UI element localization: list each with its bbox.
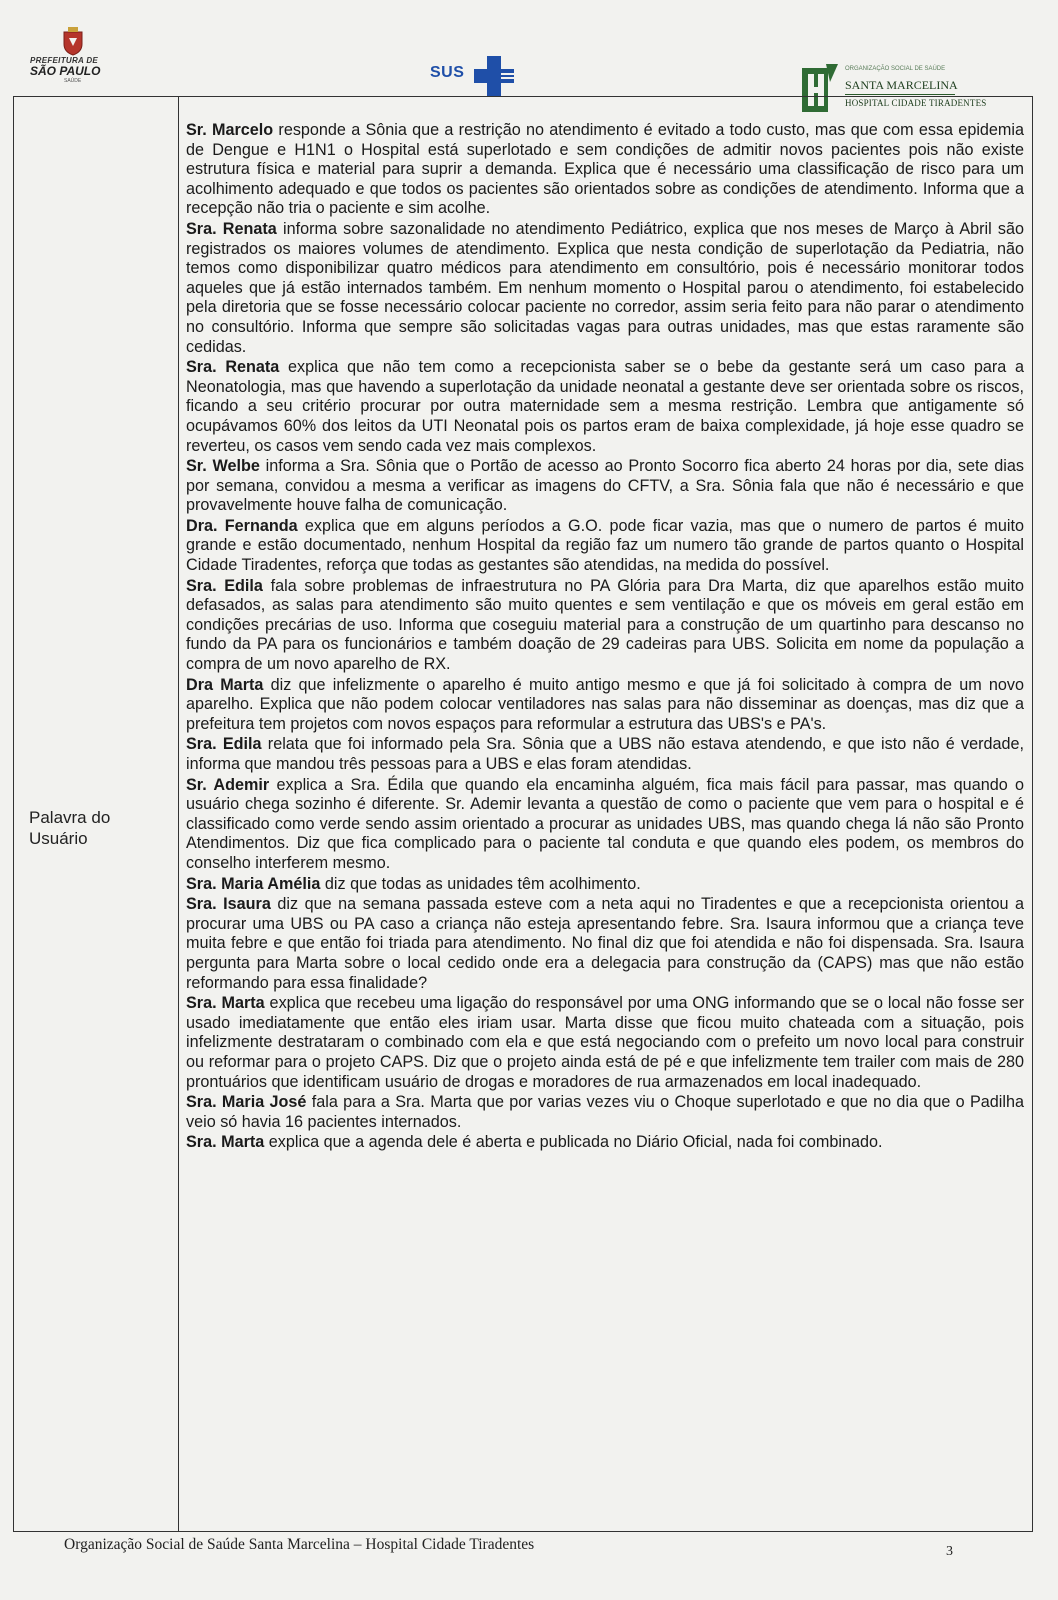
entry-text: diz que todas as unidades têm acolhimento. — [320, 874, 641, 893]
page-number: 3 — [946, 1544, 953, 1559]
logo-line-saude: SAÚDE — [64, 78, 82, 84]
minutes-entry — [186, 994, 1024, 1092]
sus-logo-text: SUS — [430, 64, 465, 81]
entry-text: diz que na semana passada esteve com a neta aqui no Tiradentes e que a recepcionista orientou a procurar uma UBS ou PA caso a criança não esteja apresentando febre. Sra. Isaura informou que a criança teve muita febre e que então foi triada para atendimento. No final diz que foi atendida e não foi dispensada. Sra. Isaura pergunta para Marta sobre o local cedido onde era a delegacia para construção da (CAPS) mas que não estão reformando para essa finalidade? — [186, 895, 1024, 992]
entry-speaker: Dra. Fernanda — [186, 516, 298, 535]
minutes-entry — [186, 895, 1024, 993]
entry-speaker: Sra. Renata — [186, 219, 277, 238]
entry-speaker: Sr. Ademir — [186, 775, 270, 794]
entry-speaker: Sra. Maria José — [186, 1093, 307, 1112]
entry-text: explica que a agenda dele é aberta e publicada no Diário Oficial, nada foi combinado. — [264, 1133, 883, 1152]
entry-text: diz que infelizmente o aparelho é muito antigo mesmo e que já foi solicitado à compra de um novo aparelho. Explica que não podem colocar ventiladores nas salas para não disseminar as doenças, mas diz que a prefeitura tem projetos com novos espaços para reformular a estrutura das UBS's e PA's. — [186, 675, 1024, 733]
row-label: Palavra do Usuário — [29, 808, 111, 848]
minutes-entry — [186, 457, 1024, 516]
logo-divider — [845, 94, 955, 95]
minutes-entry — [186, 121, 1024, 219]
entry-speaker: Sra. Renata — [186, 358, 280, 377]
entry-text: informa sobre sazonalidade no atendimento Pediátrico, explica que nos meses de Março à Abril são registrados os maiores volumes de atendimento. Explica que nesta condição de superlotação da Pediatria, não temos como disponibilizar quatro médicos para atendimento em consultório, pois é necessário monitorar todos aqueles que já estão internados também. Em nenhum momento o Hospital parou o atendimento, foi estabelecido pela diretoria que se fosse necessário colocar paciente no corredor, assim seria feito para não parar o atendimento no consultório. Informa que sempre são solicitadas vagas para outras unidades, mas que estas raramente são cedidas. — [186, 219, 1024, 356]
santa-marcelina-name: SANTA MARCELINA — [845, 78, 958, 92]
minutes-entry — [186, 1133, 1024, 1153]
coat-of-arms-icon — [60, 26, 86, 56]
entry-text: explica que recebeu uma ligação do responsável por uma ONG informando que se o local não fosse ser usado imediatamente que então eles iriam usar. Marta disse que ficou muito chateada com a situação, pois infelizmente destrataram o combinado com ela e que está negociando com o prefeito um novo local para construir ou reformar para o projeto CAPS. Diz que o projeto ainda está de pé e que infelizmente tem trailer com mais de 280 prontuários que identificam usuário de drogas e moradores de rua armazenados em local inadequado. — [186, 994, 1024, 1091]
minutes-entry — [186, 1093, 1024, 1132]
page-footer: Organização Social de Saúde Santa Marcelina – Hospital Cidade Tiradentes — [64, 1536, 535, 1553]
entry-speaker: Sra. Edila — [186, 735, 262, 754]
entry-speaker: Dra Marta — [186, 675, 264, 694]
entry-speaker: Sr. Welbe — [186, 457, 260, 476]
entry-text: explica a Sra. Édila que quando ela encaminha alguém, fica mais fácil para passar, mas quando o usuário chega sozinho é diferente. Sr. Ademir levanta a questão de como o paciente que vem para o hospital e é classificado como verde sendo assim orientado a procurar as unidades UBS, mas quando chega lá não são Pronto Atendimentos. Diz que fica complicado para o paciente tal conduta e que quando eles podem, os membros do conselho interferem mesmo. — [186, 775, 1024, 872]
minutes-table — [13, 96, 1033, 1532]
entry-text: relata que foi informado pela Sra. Sônia que a UBS não estava atendendo, e que isto não é verdade, informa que mandou três pessoas para a UBS e elas foram atendidas. — [186, 735, 1024, 773]
column-divider — [178, 97, 179, 1531]
minutes-entry — [186, 358, 1024, 456]
sus-logo — [430, 54, 540, 98]
logo-line-city: SÃO PAULO — [30, 64, 101, 78]
minutes-entry — [186, 875, 1024, 895]
logo-line-prefeitura: PREFEITURA DE — [30, 56, 99, 65]
minutes-entry — [186, 517, 1024, 576]
entry-speaker: Sra. Edila — [186, 576, 263, 595]
entry-speaker: Sra. Marta — [186, 1133, 265, 1152]
minutes-entry — [186, 735, 1024, 774]
entry-speaker: Sra. Marta — [186, 994, 265, 1013]
minutes-entry — [186, 220, 1024, 357]
santa-marcelina-org-text: ORGANIZAÇÃO SOCIAL DE SAÚDE — [845, 66, 946, 72]
entry-speaker: Sra. Isaura — [186, 895, 271, 914]
entry-text: explica que em alguns períodos a G.O. pode ficar vazia, mas que o numero de partos é muito grande e estão documentado, nenhum Hospital da região faz um numero tão grande de partos quanto o Hospital Cidade Tiradentes, reforça que todas as gestantes são atendidas, na medida do possível. — [186, 516, 1024, 575]
entry-text: fala para a Sra. Marta que por varias vezes viu o Choque superlotado e que no dia que o Padilha veio só havia 16 pacientes internados. — [186, 1093, 1024, 1131]
entry-text: responde a Sônia que a restrição no atendimento é evitado a todo custo, mas que com essa epidemia de Dengue e H1N1 o Hospital está superlotado e sem condições de admitir novos pacientes pois não existe estrutura física e material para suprir a demanda. Explica que é necessário uma classificação de risco para um acolhimento adequado e que todos os pacientes são orientados sobre as condições de atendimento. Informa que a recepção não tria o paciente e sim acolhe. — [186, 121, 1025, 218]
entry-speaker: Sr. Marcelo — [186, 121, 274, 139]
prefeitura-sao-paulo-logo — [30, 26, 130, 96]
sus-cross-icon — [472, 54, 516, 98]
minutes-content — [186, 121, 1024, 1154]
entry-text: explica que não tem como a recepcionista saber se o bebe da gestante será um caso para a Neonatologia, mas que havendo a superlotação da unidade neonatal a gestante deve ser orientada sobre os riscos, ficando a seu critério procurar por outra maternidade sem a mesma restrição. Lembra que antigamente só ocupávamos 60% dos leitos da UTI Neonatal pois os partos eram de baixa complexidade, já hoje esse quadro se reverteu, os casos vem sendo cada vez mais complexos. — [186, 358, 1025, 455]
minutes-entry — [186, 577, 1024, 675]
hospital-name: HOSPITAL CIDADE TIRADENTES — [845, 98, 987, 108]
entry-text: informa a Sra. Sônia que o Portão de acesso ao Pronto Socorro fica aberto 24 horas por dia, sete dias por semana, convidou a mesma a verificar as imagens do CFTV, a Sra. Sônia fala que não é necessário e que provavelmente houve falha de comunicação. — [186, 457, 1024, 515]
entry-speaker: Sra. Maria Amélia — [186, 874, 321, 893]
minutes-entry — [186, 676, 1024, 735]
entry-text: fala sobre problemas de infraestrutura no PA Glória para Dra Marta, diz que aparelhos estão muito defasados, as salas para atendimento são muito quentes e sem ventilação e que os móveis em geral estão em condições precárias de uso. Informa que coseguiu material para a construção de um quartinho para descanso no fundo da PA para os funcionários e também doação de 29 cadeiras para UBS. Solicita em nome da população a compra de um novo aparelho de RX. — [186, 576, 1024, 674]
minutes-entry — [186, 776, 1024, 874]
